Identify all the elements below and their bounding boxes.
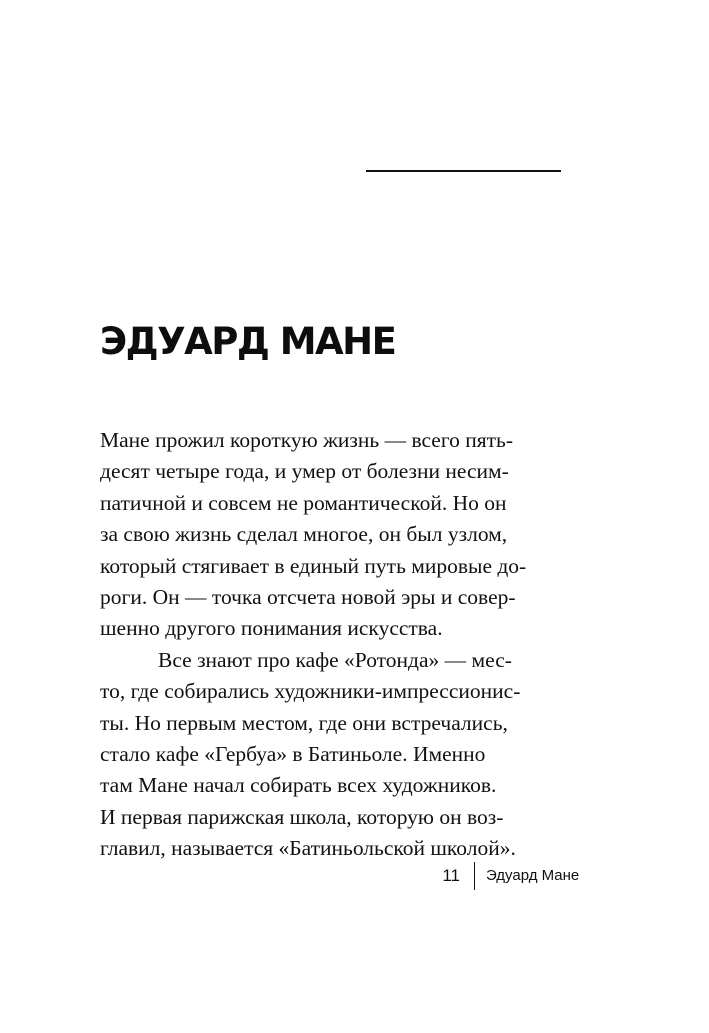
text-line: там Мане начал собирать всех художников. xyxy=(100,773,497,798)
text-line: шенно другого понимания искусства. xyxy=(100,616,443,641)
body-text xyxy=(100,425,570,864)
footer-divider xyxy=(474,862,475,890)
page-footer xyxy=(0,862,709,892)
chapter-title: ЭДУАРД МАНЕ xyxy=(100,320,396,363)
text-line: Мане прожил короткую жизнь — всего пять- xyxy=(100,428,514,452)
running-head: Эдуард Мане xyxy=(486,867,580,884)
text-line-paragraph-start: Все знают про кафе «Ротонда» — мес- xyxy=(158,647,512,672)
text-line: за свою жизнь сделал многое, он был узлом, xyxy=(100,522,508,547)
text-line: главил, называется «Батиньольской школой». xyxy=(100,836,516,861)
text-line: патичной и совсем не романтической. Но он xyxy=(100,490,507,515)
text-line: который стягивает в единый путь мировые до- xyxy=(100,553,527,578)
text-line: десят четыре года, и умер от болезни несим- xyxy=(100,459,509,484)
page-number: 11 xyxy=(442,866,460,885)
text-line: роги. Он — точка отсчета новой эры и совер- xyxy=(100,584,516,609)
text-line: то, где собирались художники-импрессионис- xyxy=(100,679,521,704)
decorative-rule xyxy=(366,170,561,172)
text-line: стало кафе «Гербуа» в Батиньоле. Именно xyxy=(100,741,486,766)
text-line: ты. Но первым местом, где они встречались, xyxy=(100,710,508,735)
text-line: И первая парижская школа, которую он воз- xyxy=(100,804,504,829)
